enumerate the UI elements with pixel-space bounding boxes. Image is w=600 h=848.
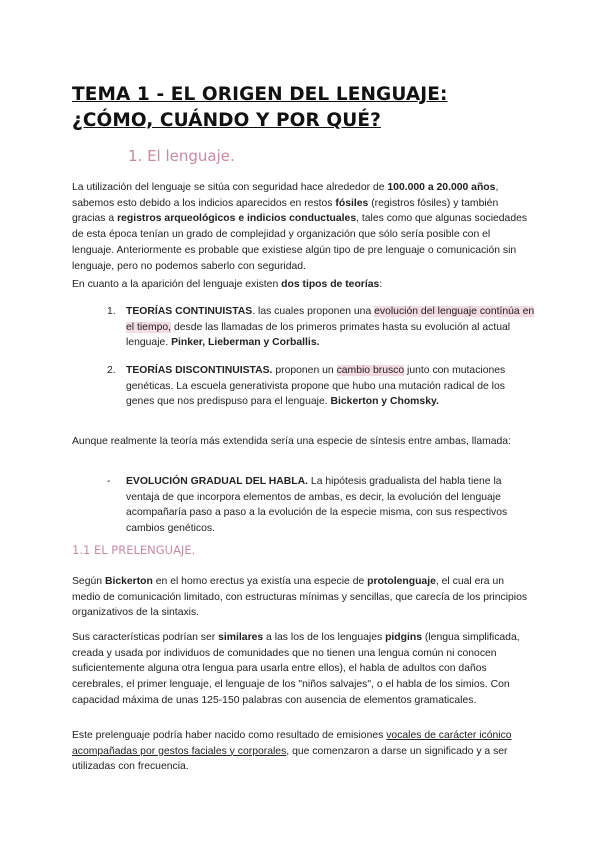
list-item-discontinuistas: TEORÍAS DISCONTINUISTAS. proponen un cambio brusco junto con mutaciones genéticas. La escuela generativista propone que hubo una mutación radical de los genes que nos predispuso para el lenguaje. Bickerton y Chomsky. — [126, 365, 506, 408]
title-line-1: TEMA 1 - EL ORIGEN DEL LENGUAJE: — [72, 84, 448, 105]
list-marker-2: 2. — [107, 365, 116, 376]
bold-fossils: fósiles — [335, 197, 369, 209]
list-item-continuistas: TEORÍAS CONTINUISTAS. las cuales proponen una evolución del lenguaje contínúa en el tiempo, desde las llamadas de los primeros primates hasta su evolución al actual lenguaje. Pinker, Lieberman y Corballis. — [126, 306, 535, 349]
paragraph-bickerton: Según Bickerton en el homo erectus ya existía una especie de protolenguaje, el cual era un medio de comunicación limitado, con estructuras mínimas y sencillas, que carecía de los principios organizativos de la sintaxis. — [72, 576, 528, 619]
section-heading-prelenguaje: 1.1 EL PRELENGUAJE. — [72, 543, 196, 557]
paragraph-theory-types: En cuanto a la aparición del lenguaje existen dos tipos de teorías: — [72, 279, 383, 290]
document-title — [72, 82, 448, 134]
bold-archaeological: registros arqueológicos e indicios conductuales — [117, 213, 357, 225]
list-marker-dash: - — [107, 476, 111, 487]
underline-vocales: vocales de carácter icónico acompañadas por gestos faciales y corporales — [72, 730, 512, 757]
list-item-gradual: EVOLUCIÓN GRADUAL DEL HABLA. La hipótesis gradualista del habla tiene la ventaja de que incorpora elementos de ambas, es decir, la evolución del lenguaje acompañaría paso a paso a la evolución de la especie misma, con sus respectivos cambios genéticos. — [126, 476, 508, 535]
highlight-cambio-brusco: cambio brusco — [336, 365, 405, 376]
bold-two-types: dos tipos de teorías — [281, 279, 380, 290]
list-marker-1: 1. — [107, 306, 116, 317]
title-line-2: ¿CÓMO, CUÁNDO Y POR QUÉ? — [72, 110, 381, 131]
highlight-continua: evolución del lenguaje contínúa en el tiempo, — [126, 306, 535, 333]
paragraph-intro: La utilización del lenguaje se sitúa con seguridad hace alrededor de 100.000 a 20.000 años, sabemos esto debido a los indicios aparecidos en restos fósiles (registros fósiles) y también gracias a registros arqueológicos e indicios conductuales, tales como que algunas sociedades de esta época tenían un grado de complejidad y organización que sólo sería posible con el lenguaje. Anteriormente es probable que existiese algún tipo de pre lenguaje o comunicación sin lenguaje, pero no podemos saberlo con seguridad. — [72, 182, 528, 272]
section-heading-lenguaje: 1. El lenguaje. — [128, 147, 235, 165]
paragraph-characteristics: Sus características podrían ser similares a las los de los lenguajes pidgins (lengua simplificada, creada y usada por individuos de comunidades que no tienen una lengua común ni conocen suficientemente alguna otra lengua para usarla entre ellos), el habla de adultos con daños cerebrales, el primer lenguaje, el lenguaje de los "niños salvajes", o el habla de los simios. Con capacidad máxima de unas 125-150 palabras con ausencia de elementos gramaticales. — [72, 632, 520, 706]
bold-years: 100.000 a 20.000 años — [387, 182, 496, 193]
paragraph-origin: Este prelenguaje podría haber nacido como resultado de emisiones vocales de carácter icónico acompañadas por gestos faciales y corporales, que comenzaron a darse un significado y a ser utilizadas con frecuencia. — [72, 730, 512, 773]
paragraph-synthesis: Aunque realmente la teoría más extendida sería una especie de síntesis entre ambas, llamada: — [72, 436, 511, 447]
